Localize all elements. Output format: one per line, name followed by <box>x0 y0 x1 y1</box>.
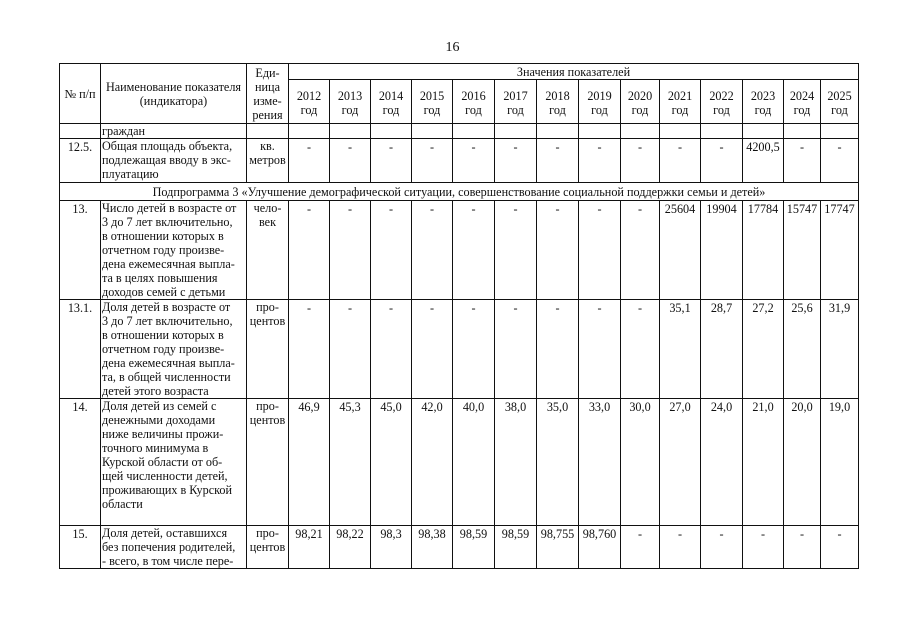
value-2018: - <box>537 201 579 300</box>
value-2015: 42,0 <box>412 399 453 526</box>
value-2022: 24,0 <box>701 399 743 526</box>
value-2021: 35,1 <box>660 300 701 399</box>
value-2019: 98,760 <box>579 526 621 569</box>
value-2025: 31,9 <box>821 300 859 399</box>
year-number: 2015 <box>419 88 445 103</box>
value-2017: 38,0 <box>495 399 537 526</box>
indicator-name <box>101 300 247 399</box>
indicator-name-line: Доля детей в возрасте от <box>102 300 231 314</box>
value-2019: - <box>579 139 621 183</box>
indicator-name-line: денежными доходами <box>102 413 216 427</box>
value-2014: 45,0 <box>371 399 412 526</box>
year-number: 2021 <box>667 88 693 103</box>
header-year-2023 <box>743 80 784 124</box>
value-2019 <box>579 124 621 139</box>
value-2012: 46,9 <box>289 399 330 526</box>
indicator-name-line: Число детей в возрасте от <box>102 201 237 215</box>
value-2017: - <box>495 139 537 183</box>
value-2016 <box>453 124 495 139</box>
unit-line: метров <box>249 153 286 167</box>
year-word: год <box>793 102 811 117</box>
value-2020 <box>621 124 660 139</box>
year-number: 2025 <box>827 88 852 103</box>
indicator-name-line: доходов семей с детьми <box>102 285 226 299</box>
indicator-name-line: точного минимума в <box>102 441 209 455</box>
unit-line: про- <box>256 300 279 314</box>
header-year-2014 <box>371 80 412 124</box>
year-word: год <box>754 102 772 117</box>
value-2016: - <box>453 139 495 183</box>
value-2024: - <box>784 139 821 183</box>
value-2018: - <box>537 300 579 399</box>
value-2021: 25604 <box>660 201 701 300</box>
value-2014: - <box>371 201 412 300</box>
table-row <box>60 201 859 300</box>
value-2016: - <box>453 201 495 300</box>
indicator-name-line: дена ежемесячная выпла- <box>102 356 235 370</box>
value-2020: - <box>621 139 660 183</box>
value-2016: 40,0 <box>453 399 495 526</box>
value-2014: - <box>371 300 412 399</box>
unit-line: центов <box>249 314 286 328</box>
value-2012 <box>289 124 330 139</box>
indicator-name-line: - всего, в том числе пере- <box>102 554 234 568</box>
value-2021 <box>660 124 701 139</box>
value-2014 <box>371 124 412 139</box>
value-2013: 45,3 <box>330 399 371 526</box>
indicator-name-line: щей численности детей, <box>102 469 228 483</box>
value-2019: - <box>579 201 621 300</box>
table-body <box>60 124 859 569</box>
value-2023: 17784 <box>743 201 784 300</box>
value-2023: - <box>743 526 784 569</box>
value-2019: - <box>579 300 621 399</box>
row-number: 14. <box>60 399 101 526</box>
value-2024: 15747 <box>784 201 821 300</box>
header-year-2013 <box>330 80 371 124</box>
year-number: 2017 <box>503 88 528 103</box>
value-2012: - <box>289 139 330 183</box>
value-2017: - <box>495 201 537 300</box>
year-word: год <box>465 102 482 117</box>
unit-line: про- <box>256 526 279 540</box>
unit-of-measure <box>247 399 289 526</box>
row-number: 13. <box>60 201 101 300</box>
value-2021: - <box>660 526 701 569</box>
indicator-name <box>101 526 247 569</box>
row-number: 13.1. <box>60 300 101 399</box>
unit-of-measure <box>247 300 289 399</box>
unit-of-measure <box>247 124 289 139</box>
header-year-2021 <box>660 80 701 124</box>
header-year-2020 <box>621 80 660 124</box>
table-header <box>60 64 859 124</box>
value-2015: - <box>412 300 453 399</box>
year-number: 2018 <box>545 88 570 103</box>
unit-of-measure <box>247 201 289 300</box>
header-year-2022 <box>701 80 743 124</box>
value-2025: - <box>821 139 859 183</box>
value-2021: - <box>660 139 701 183</box>
indicator-name-line: ниже величины прожи- <box>102 427 224 441</box>
table-row <box>60 124 859 139</box>
header-num: № п/п <box>60 64 101 124</box>
table-row <box>60 526 859 569</box>
value-2022: - <box>701 526 743 569</box>
indicator-name-line: проживающих в Курской <box>102 483 233 497</box>
table-row <box>60 139 859 183</box>
year-word: год <box>591 102 608 117</box>
indicator-name-line: отчетном году произве- <box>102 342 225 356</box>
unit-line: про- <box>256 399 279 413</box>
value-2018: 98,755 <box>537 526 579 569</box>
year-word: год <box>300 102 318 117</box>
row-number: 15. <box>60 526 101 569</box>
year-word: год <box>549 102 566 117</box>
header-unit: Еди-ница изме-рения <box>247 64 289 124</box>
year-number: 2023 <box>750 88 776 103</box>
value-2022 <box>701 124 743 139</box>
year-number: 2024 <box>789 88 815 103</box>
value-2012: - <box>289 201 330 300</box>
year-number: 2013 <box>337 88 363 103</box>
header-year-2017 <box>495 80 537 124</box>
unit-line: кв. <box>260 139 275 153</box>
indicator-name-line: Доля детей, оставшихся <box>102 526 228 540</box>
value-2012: - <box>289 300 330 399</box>
unit-line: чело- <box>253 201 282 215</box>
year-number: 2020 <box>627 88 653 103</box>
value-2020: 30,0 <box>621 399 660 526</box>
indicator-name-line: Курской области от об- <box>102 455 223 469</box>
header-year-2019 <box>579 80 621 124</box>
year-word: год <box>341 102 359 117</box>
row-number <box>60 124 101 139</box>
value-2024: - <box>784 526 821 569</box>
year-number: 2016 <box>461 88 486 103</box>
value-2022: 28,7 <box>701 300 743 399</box>
header-name: Наименование показателя (индикатора) <box>101 64 247 124</box>
indicator-table <box>59 63 859 569</box>
subprogram-row <box>60 183 859 201</box>
value-2018: 35,0 <box>537 399 579 526</box>
value-2013 <box>330 124 371 139</box>
indicator-name <box>101 124 247 139</box>
table-row <box>60 399 859 526</box>
indicator-name <box>101 399 247 526</box>
year-word: год <box>831 102 848 117</box>
value-2025: 17747 <box>821 201 859 300</box>
value-2014: - <box>371 139 412 183</box>
unit-line: центов <box>249 540 286 554</box>
header-year-2012 <box>289 80 330 124</box>
value-2025: 19,0 <box>821 399 859 526</box>
header-year-2025 <box>821 80 859 124</box>
page-number: 16 <box>445 40 460 55</box>
year-word: год <box>671 102 689 117</box>
value-2023 <box>743 124 784 139</box>
subprogram-title: Подпрограмма 3 «Улучшение демографической ситуации, совершенствование социальной поддержки семьи и детей» <box>60 183 859 201</box>
value-2013: - <box>330 300 371 399</box>
header-year-2016 <box>453 80 495 124</box>
value-2021: 27,0 <box>660 399 701 526</box>
indicator-name-line: дена ежемесячная выпла- <box>102 257 235 271</box>
indicator-name-line: Общая площадь объекта, <box>102 139 233 153</box>
indicator-name-line: 3 до 7 лет включительно, <box>102 314 233 328</box>
value-2016: - <box>453 300 495 399</box>
year-number: 2014 <box>378 88 404 103</box>
value-2023: 21,0 <box>743 399 784 526</box>
value-2014: 98,3 <box>371 526 412 569</box>
indicator-name-line: детей этого возраста <box>102 384 209 398</box>
indicator-name-line: граждан <box>102 124 146 138</box>
year-number: 2019 <box>587 88 612 103</box>
indicator-name-line: та в целях повышения <box>102 271 218 285</box>
value-2022: - <box>701 139 743 183</box>
value-2017: - <box>495 300 537 399</box>
indicator-name-line: в отношении которых в <box>102 229 224 243</box>
indicator-name <box>101 139 247 183</box>
value-2013: - <box>330 201 371 300</box>
indicator-name-line: в отношении которых в <box>102 328 224 342</box>
value-2015: - <box>412 139 453 183</box>
year-word: год <box>631 102 649 117</box>
header-year-2018 <box>537 80 579 124</box>
header-year-2024 <box>784 80 821 124</box>
indicator-name <box>101 201 247 300</box>
header-year-2015 <box>412 80 453 124</box>
unit-line: век <box>258 215 276 229</box>
year-word: год <box>713 102 730 117</box>
indicator-name-line: подлежащая вводу в экс- <box>102 153 231 167</box>
indicator-name-line: отчетном году произве- <box>102 243 225 257</box>
value-2025 <box>821 124 859 139</box>
value-2013: 98,22 <box>330 526 371 569</box>
indicator-name-line: 3 до 7 лет включительно, <box>102 215 233 229</box>
value-2017 <box>495 124 537 139</box>
value-2015 <box>412 124 453 139</box>
header-values: Значения показателей <box>289 64 859 80</box>
value-2015: - <box>412 201 453 300</box>
value-2020: - <box>621 300 660 399</box>
value-2017: 98,59 <box>495 526 537 569</box>
unit-of-measure <box>247 526 289 569</box>
unit-line: центов <box>249 413 286 427</box>
unit-of-measure <box>247 139 289 183</box>
indicator-name-line: та, в общей численности <box>102 370 231 384</box>
indicator-name-line: Доля детей из семей с <box>102 399 217 413</box>
value-2019: 33,0 <box>579 399 621 526</box>
value-2018 <box>537 124 579 139</box>
indicator-name-line: плуатацию <box>102 167 159 181</box>
year-number: 2012 <box>296 88 322 103</box>
row-number: 12.5. <box>60 139 101 183</box>
value-2020: - <box>621 201 660 300</box>
value-2020: - <box>621 526 660 569</box>
indicator-name-line: области <box>102 497 143 511</box>
value-2015: 98,38 <box>412 526 453 569</box>
indicator-name-line: без попечения родителей, <box>102 540 236 554</box>
value-2024: 20,0 <box>784 399 821 526</box>
year-word: год <box>382 102 400 117</box>
year-word: год <box>423 102 441 117</box>
page-edge <box>0 632 905 640</box>
value-2013: - <box>330 139 371 183</box>
value-2023: 27,2 <box>743 300 784 399</box>
value-2022: 19904 <box>701 201 743 300</box>
table-row <box>60 300 859 399</box>
value-2024: 25,6 <box>784 300 821 399</box>
value-2025: - <box>821 526 859 569</box>
value-2023: 4200,5 <box>743 139 784 183</box>
value-2024 <box>784 124 821 139</box>
year-word: год <box>507 102 524 117</box>
value-2012: 98,21 <box>289 526 330 569</box>
year-number: 2022 <box>709 88 734 103</box>
value-2016: 98,59 <box>453 526 495 569</box>
value-2018: - <box>537 139 579 183</box>
